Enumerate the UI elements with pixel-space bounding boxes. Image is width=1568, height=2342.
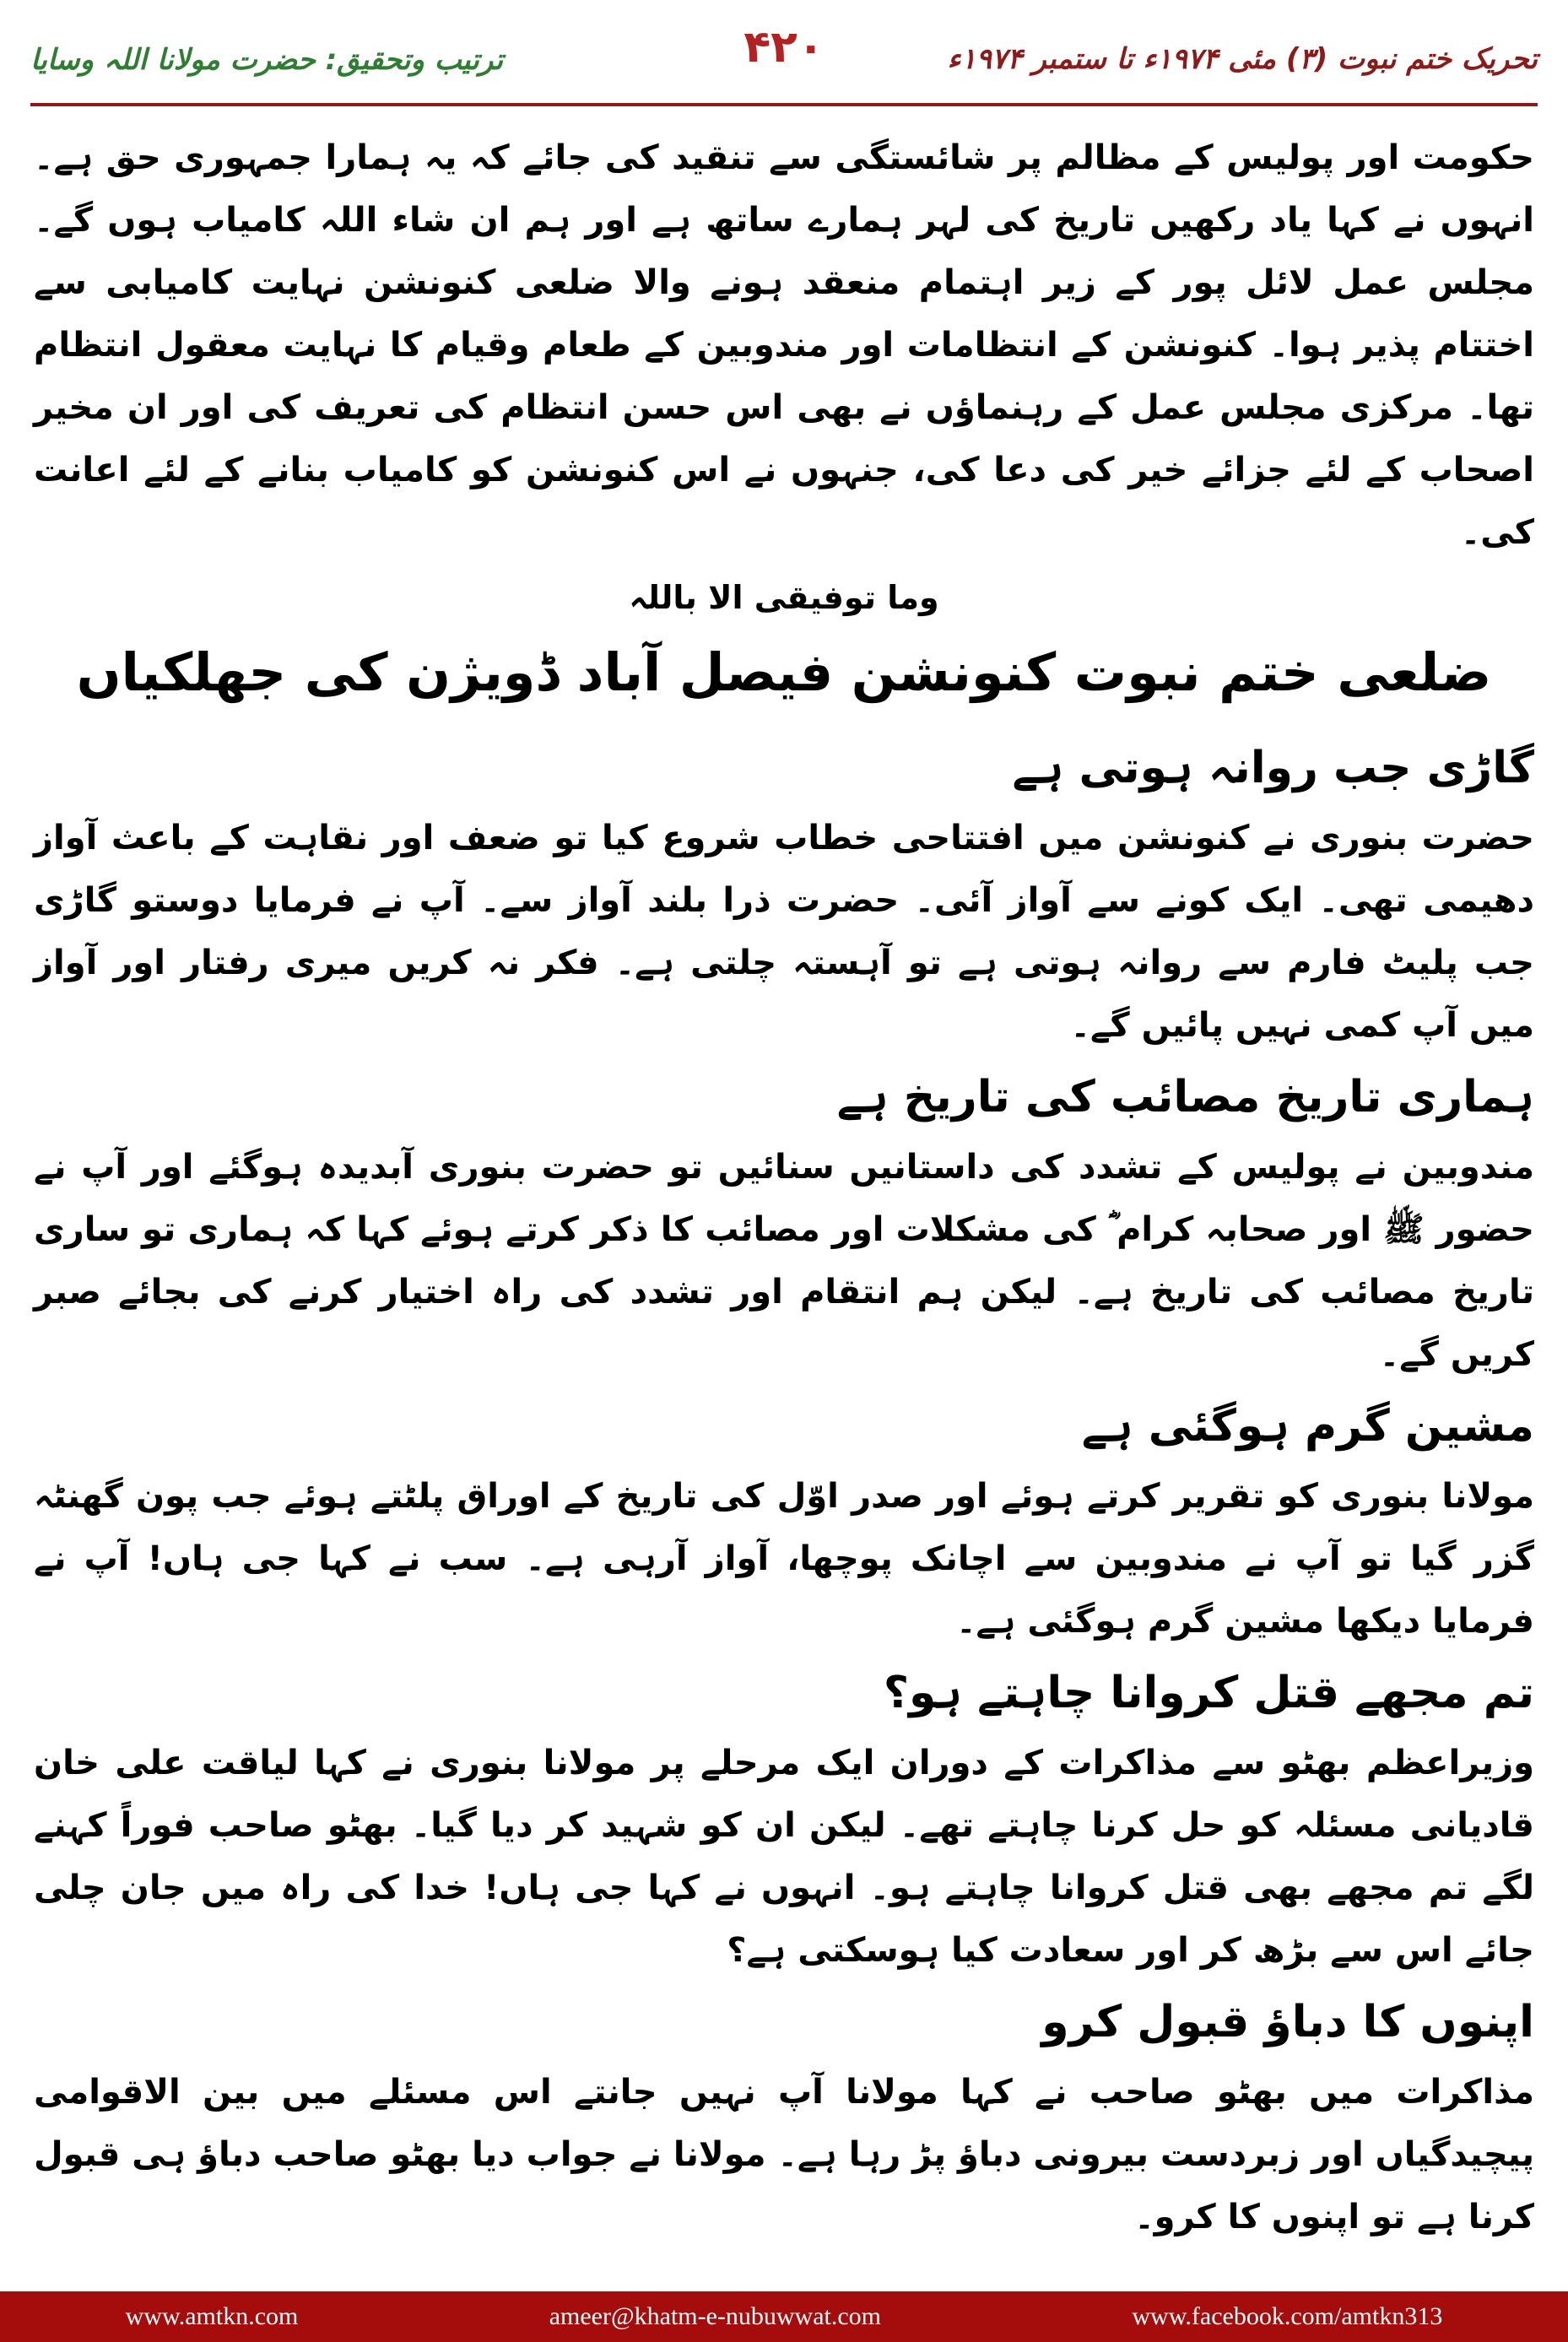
facebook-link[interactable]: www.facebook.com/amtkn313 [1132,2302,1443,2330]
page-footer [0,2291,1568,2342]
section-paragraph: وزیراعظم بھٹو سے مذاکرات کے دوران ایک مرحلے پر مولانا بنوری نے کہا لیاقت علی خان قادیانی مسئلہ کو حل کرنا چاہتے تھے۔ لیکن ان کو شہید کر دیا گیا۔ بھٹو صاحب فوراً کہنے لگے تم مجھے بھی قتل کروانا چاہتے ہو۔ انہوں نے کہا جی ہاں! خدا کی راہ میں جان چلی جائے اس سے بڑھ کر اور سعادت کیا ہوسکتی ہے؟ [34,1744,1534,1970]
section-heading: اپنوں کا دباؤ قبول کرو [1041,1997,1534,2047]
section-heading: گاڑی جب روانہ ہوتی ہے [1012,743,1534,793]
section-paragraph: مذاکرات میں بھٹو صاحب نے کہا مولانا آپ نہیں جانتے اس مسئلے میں بین الاقوامی پیچیدگیاں اور زبردست بیرونی دباؤ پڑ رہا ہے۔ مولانا نے جواب دیا بھٹو صاحب دباؤ ہی قبول کرنا ہے تو اپنوں کا کرو۔ [34,2073,1534,2237]
page-body [34,127,1534,2257]
compiler-credit: ترتیب وتحقیق: حضرت مولانا اللہ وسایا [30,43,504,77]
section-heading: مشین گرم ہوگئی ہے [1081,1401,1534,1452]
section-paragraph: مندوبین نے پولیس کے تشدد کی داستانیں سنائیں تو حضرت بنوری آبدیدہ ہوگئے اور آپ نے حضور ﷺ اور صحابہ کرام ؓ کی مشکلات اور مصائب کا ذکر کرتے ہوئے کہا کہ ہماری تو ساری تاریخ مصائب کی تاریخ ہے۔ لیکن ہم انتقام اور تشدد کی راہ اختیار کرنے کی بجائے صبر کریں گے۔ [34,1148,1534,1374]
website-link[interactable]: www.amtkn.com [125,2302,299,2330]
invocation-line: وما توفیقی الا باللہ [629,579,939,616]
section-paragraph: حضرت بنوری نے کنونشن میں افتتاحی خطاب شروع کیا تو ضعف اور نقاہت کے باعث آواز دھیمی تھی۔ ایک کونے سے آواز آئی۔ حضرت ذرا بلند آواز سے۔ آپ نے فرمایا دوستو گاڑی جب پلیٹ فارم سے روانہ ہوتی ہے تو آہستہ چلتی ہے۔ فکر نہ کریں میری رفتار اور آواز میں آپ کمی نہیں پائیں گے۔ [34,819,1534,1045]
section-heading: تم مجھے قتل کروانا چاہتے ہو؟ [883,1668,1534,1718]
page-header [30,17,1538,93]
intro-paragraph: حکومت اور پولیس کے مظالم پر شائستگی سے تنقید کی جائے کہ یہ ہمارا جمہوری حق ہے۔ انہوں نے کہا یاد رکھیں تاریخ کی لہر ہمارے ساتھ ہے اور ہم ان شاء اللہ کامیاب ہوں گے۔ مجلس عمل لائل پور کے زیر اہتمام منعقد ہونے والا ضلعی کنونشن نہایت کامیابی سے اختتام پذیر ہوا۔ کنونشن کے انتظامات اور مندوبین کے طعام وقیام کا نہایت معقول انتظام تھا۔ مرکزی مجلس عمل کے رہنماؤں نے بھی اس حسن انتظام کی تعریف کی اور ان مخیر اصحاب کے لئے جزائے خیر کی دعا کی، جنہوں نے اس کنونشن کو کامیاب بنانے کے لئے اعانت کی۔ [34,138,1534,552]
email-link[interactable]: ameer@khatm-e-nubuwwat.com [549,2302,882,2330]
section-heading: ہماری تاریخ مصائب کی تاریخ ہے [836,1072,1534,1122]
page-number: ۴۲۰ [743,22,825,73]
section-paragraph: مولانا بنوری کو تقریر کرتے ہوئے اور صدر اوّل کی تاریخ کے اوراق پلٹتے ہوئے جب پون گھنٹہ گزر گیا تو آپ نے مندوبین سے اچانک پوچھا، آواز آرہی ہے۔ سب نے کہا جی ہاں! آپ نے فرمایا دیکھا مشین گرم ہوگئی ہے۔ [34,1477,1534,1641]
main-heading: ضلعی ختم نبوت کنونشن فیصل آباد ڈویژن کی جھلکیاں [76,641,1492,703]
header-divider [30,103,1538,106]
book-title: تحریک ختم نبوت (۳) مئی ۱۹۷۴ء تا ستمبر ۱۹۷۴ء [947,42,1538,76]
